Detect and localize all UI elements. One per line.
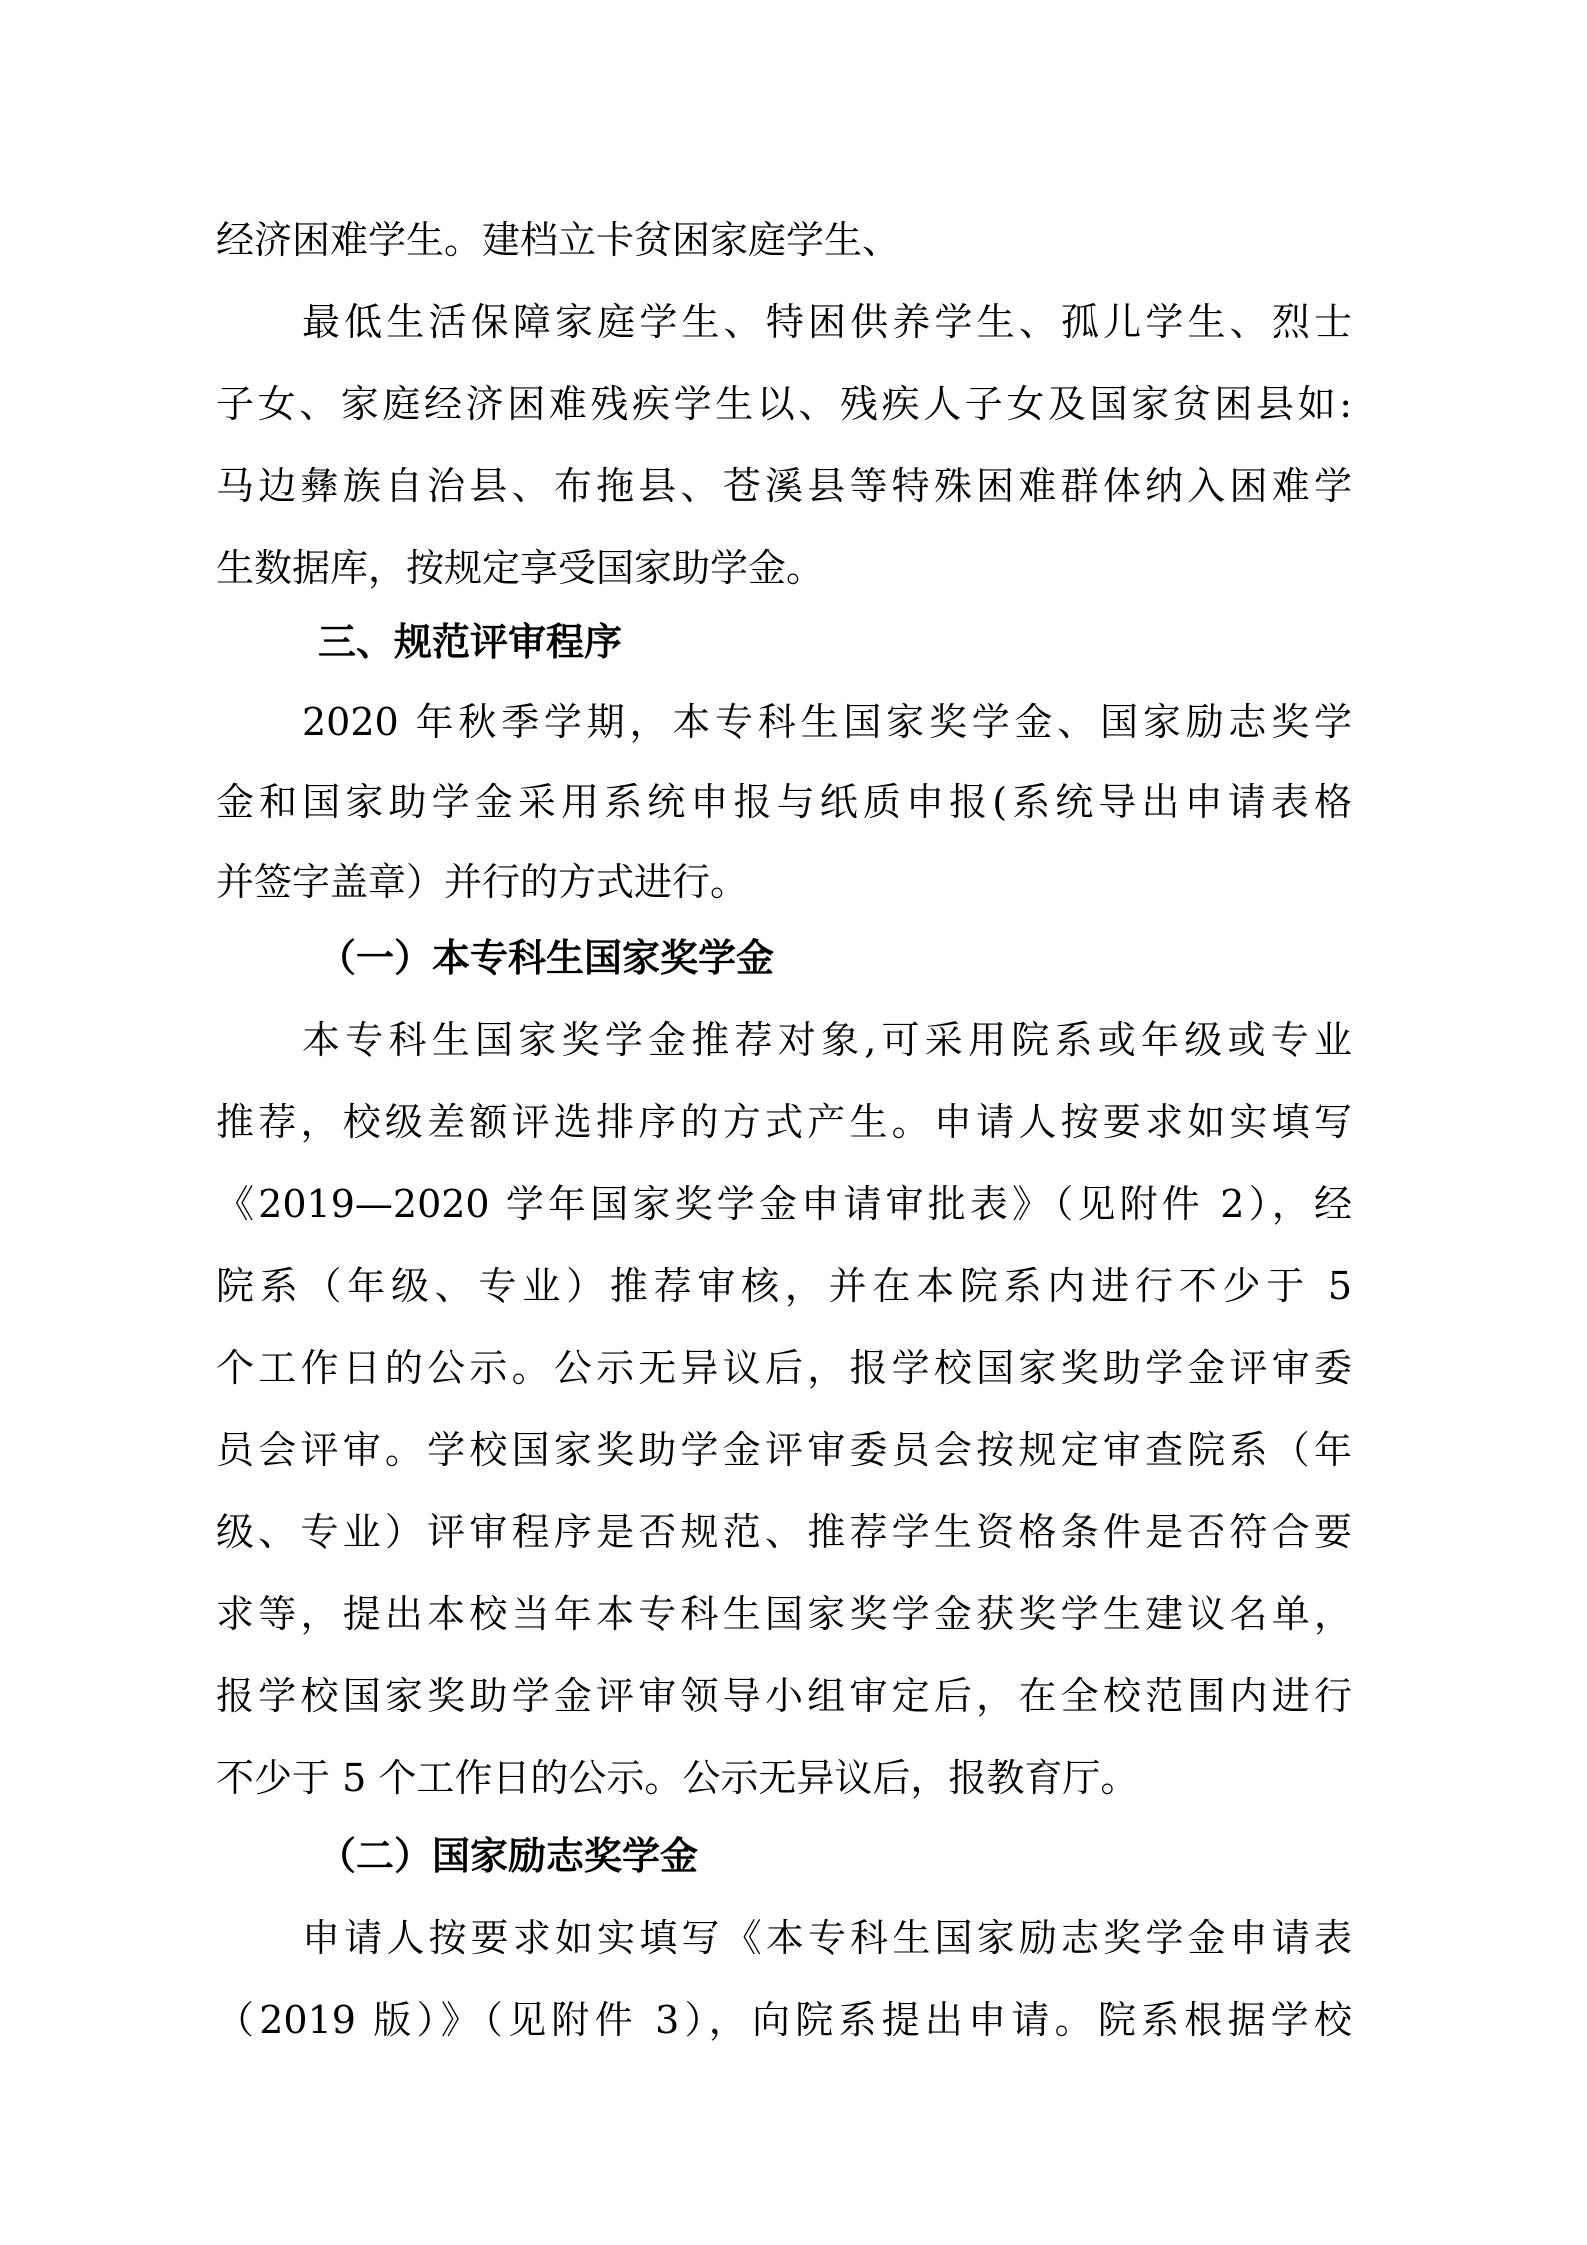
paragraph-line: 经济困难学生。建档立卡贫困家庭学生、 — [216, 218, 901, 262]
section-heading: 三、规范评审程序 — [318, 620, 623, 664]
paragraph-line: 推荐，校级差额评选排序的方式产生。申请人按要求如实填写 — [216, 1100, 1352, 1144]
paragraph-line: 员会评审。学校国家奖助学金评审委员会按规定审查院系（年 — [216, 1428, 1352, 1472]
paragraph-line: 生数据库，按规定享受国家助学金。 — [216, 546, 825, 590]
paragraph-line: 个工作日的公示。公示无异议后，报学校国家奖助学金评审委 — [216, 1346, 1352, 1390]
paragraph-line: （2019 版）》（见附件 3），向院系提出申请。院系根据学校 — [216, 1998, 1352, 2042]
paragraph-line: 《2019—2020 学年国家奖学金申请审批表》（见附件 2），经 — [216, 1182, 1352, 1226]
paragraph-line: 2020 年秋季学期，本专科生国家奖学金、国家励志奖学 — [302, 700, 1352, 744]
paragraph-line: 报学校国家奖助学金评审领导小组审定后，在全校范围内进行 — [216, 1674, 1352, 1718]
paragraph-line: 金和国家助学金采用系统申报与纸质申报(系统导出申请表格 — [216, 780, 1352, 824]
subsection-heading: （一）本专科生国家奖学金 — [318, 936, 775, 980]
paragraph-line: 申请人按要求如实填写《本专科生国家励志奖学金申请表 — [302, 1916, 1352, 1960]
paragraph-line: 求等，提出本校当年本专科生国家奖学金获奖学生建议名单， — [216, 1592, 1352, 1636]
paragraph-line: 并签字盖章）并行的方式进行。 — [216, 860, 749, 904]
paragraph-line: 级、专业）评审程序是否规范、推荐学生资格条件是否符合要 — [216, 1510, 1352, 1554]
subsection-heading: （二）国家励志奖学金 — [318, 1834, 699, 1878]
paragraph-line: 最低生活保障家庭学生、特困供养学生、孤儿学生、烈士 — [302, 300, 1352, 344]
paragraph-line: 院系（年级、专业）推荐审核，并在本院系内进行不少于 5 — [216, 1264, 1352, 1308]
paragraph-line: 不少于 5 个工作日的公示。公示无异议后，报教育厅。 — [216, 1756, 1139, 1800]
paragraph-line: 马边彝族自治县、布拖县、苍溪县等特殊困难群体纳入困难学 — [216, 464, 1352, 508]
paragraph-line: 本专科生国家奖学金推荐对象,可采用院系或年级或专业 — [302, 1018, 1352, 1062]
paragraph-line: 子女、家庭经济困难残疾学生以、残疾人子女及国家贫困县如: — [216, 382, 1352, 426]
